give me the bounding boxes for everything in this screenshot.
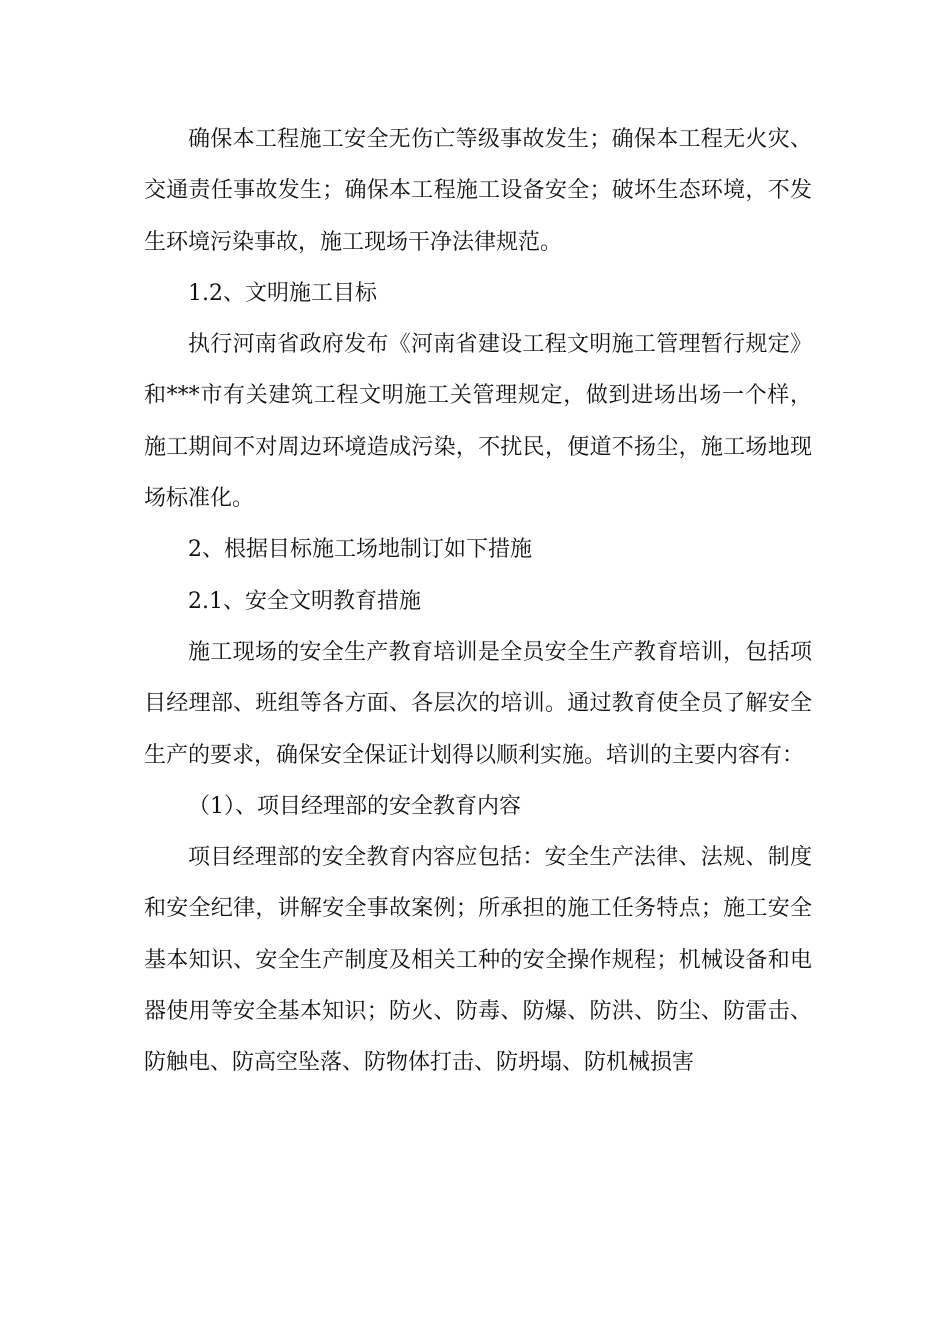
paragraph-project-dept-education-content: 项目经理部的安全教育内容应包括：安全生产法律、法规、制度和安全纪律，讲解安全事故案例；所承担的施工任务特点；施工安全基本知识、安全生产制度及相关工种的安全操作规程；机械设备和电器使用等安全基本知识；防火、防毒、防爆、防洪、防尘、防雷击、防触电、防高空坠落、防物体打击、防坍塌、防机械损害: [144, 845, 812, 1076]
paragraph-civilized-construction: 执行河南省政府发布《河南省建设工程文明施工管理暂行规定》和***市有关建筑工程文明施工关管理规定，做到进场出场一个样，施工期间不对周边环境造成污染，不扰民，便道不扬尘，施工场地现场标准化。: [144, 332, 812, 512]
document-body: [144, 114, 812, 1089]
heading-project-dept-education: （1）、项目经理部的安全教育内容: [188, 793, 521, 819]
paragraph-safety-training: 施工现场的安全生产教育培训是全员安全生产教育培训，包括项目经理部、班组等各方面、各层次的培训。通过教育使全员了解安全生产的要求，确保安全保证计划得以顺利实施。培训的主要内容有：: [144, 639, 812, 768]
paragraph-safety-goals: 确保本工程施工安全无伤亡等级事故发生；确保本工程无火灾、交通责任事故发生；确保本工程施工设备安全；破坏生态环境，不发生环境污染事故，施工现场干净法律规范。: [144, 127, 812, 255]
heading-measures: 2、根据目标施工场地制订如下措施: [188, 537, 532, 563]
heading-civilized-construction-goal: 1.2、文明施工目标: [188, 280, 377, 306]
heading-safety-education-measures: 2.1、安全文明教育措施: [188, 588, 421, 614]
